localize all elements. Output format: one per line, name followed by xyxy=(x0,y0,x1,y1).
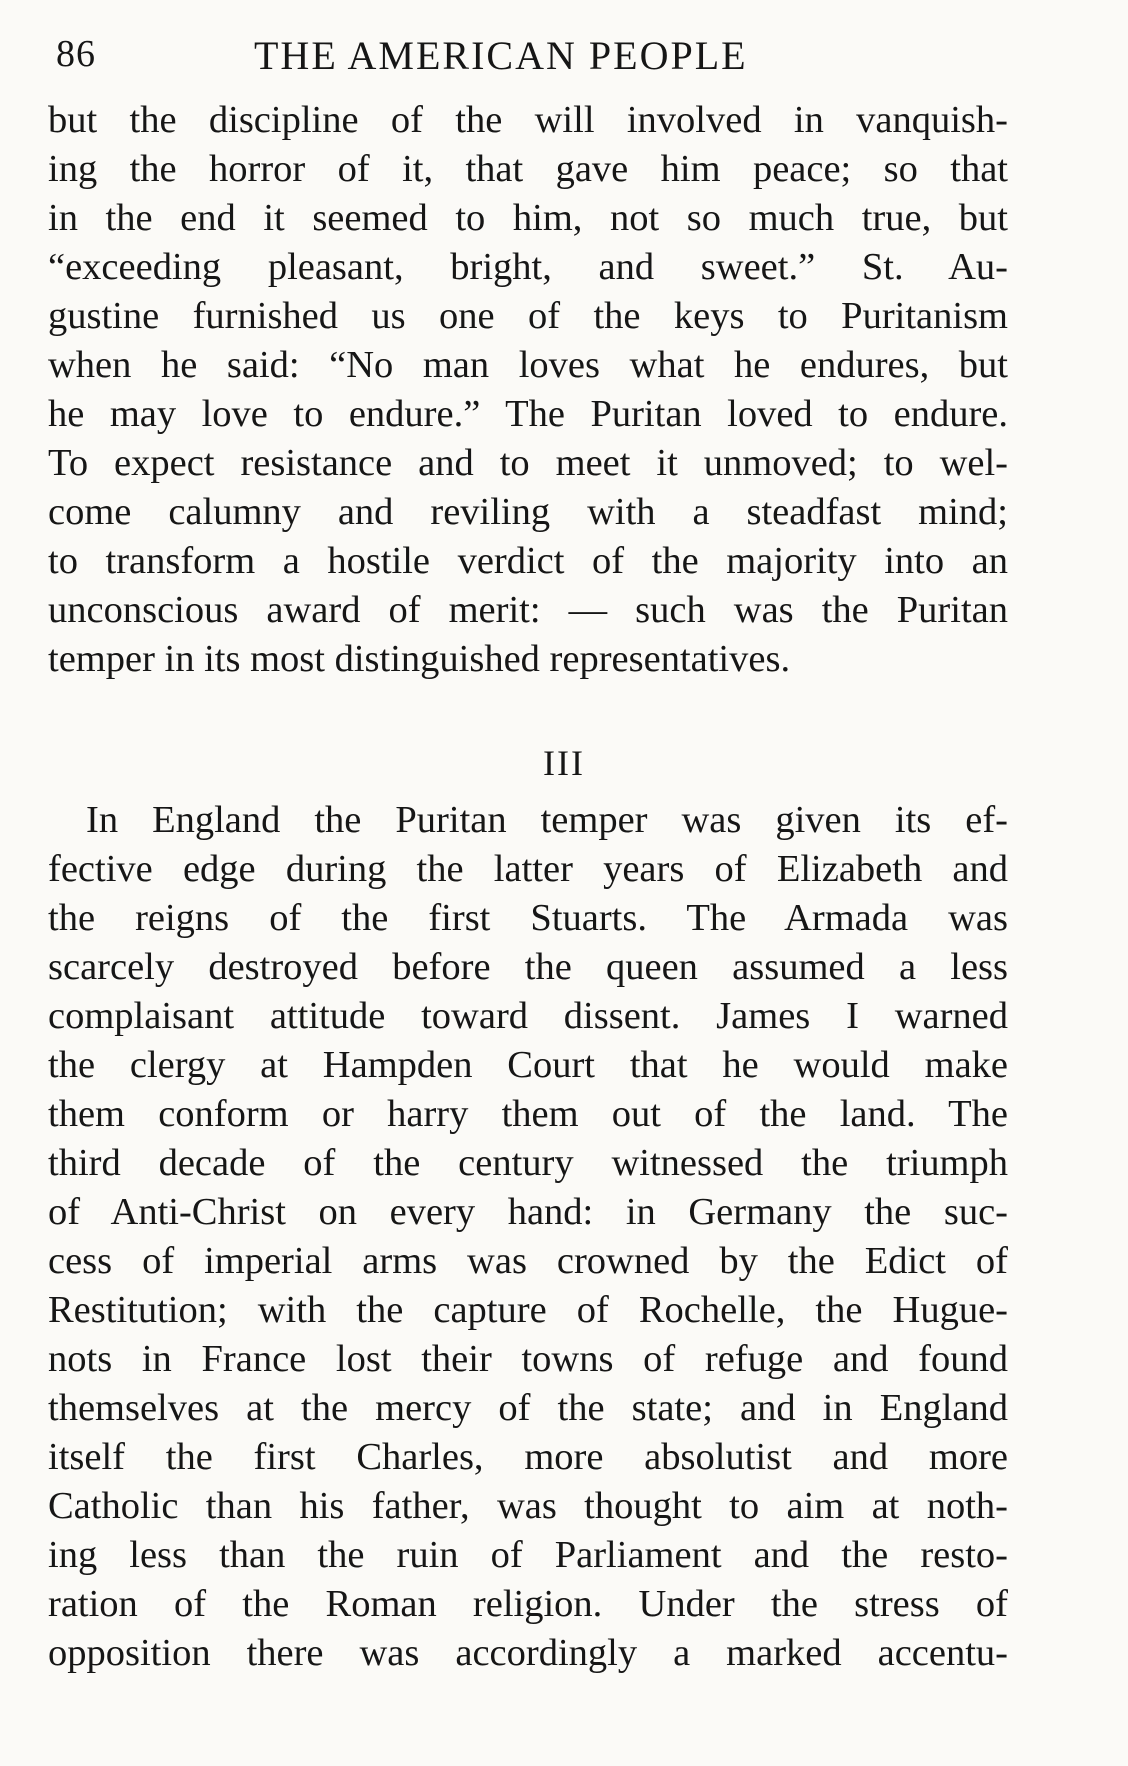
page-header xyxy=(56,28,1056,88)
text-line: themselves at the mercy of the state; and in England xyxy=(48,1387,1008,1429)
text-line: come calumny and reviling with a steadfast mind; xyxy=(48,491,1008,533)
text-line: to transform a hostile verdict of the majority into an xyxy=(48,540,1008,582)
text-line: itself the first Charles, more absolutist and more xyxy=(48,1436,1008,1478)
paragraph-continued xyxy=(48,96,1008,684)
running-head: THE AMERICAN PEOPLE xyxy=(254,33,748,78)
text-line: he may love to endure.” The Puritan loved to endure. xyxy=(48,393,1008,435)
text-line: ing the horror of it, that gave him peace; so that xyxy=(48,148,1008,190)
text-line: the reigns of the first Stuarts. The Armada was xyxy=(48,897,1008,939)
text-line: unconscious award of merit: — such was the Puritan xyxy=(48,589,1008,631)
text-line: them conform or harry them out of the land. The xyxy=(48,1093,1008,1135)
text-line: ing less than the ruin of Parliament and the resto- xyxy=(48,1534,1008,1576)
text-line: scarcely destroyed before the queen assumed a less xyxy=(48,946,1008,988)
text-line: of Anti-Christ on every hand: in Germany the suc- xyxy=(48,1191,1008,1233)
text-line: Catholic than his father, was thought to aim at noth- xyxy=(48,1485,1008,1527)
text-line: temper in its most distinguished representatives. xyxy=(48,638,791,680)
text-line: in the end it seemed to him, not so much true, but xyxy=(48,197,1008,239)
text-line: In England the Puritan temper was given its ef- xyxy=(86,799,1008,841)
page-number: 86 xyxy=(56,33,96,75)
section-heading: III xyxy=(543,743,585,783)
text-line: nots in France lost their towns of refuge and found xyxy=(48,1338,1008,1380)
text-line: third decade of the century witnessed the triumph xyxy=(48,1142,1008,1184)
text-line: “exceeding pleasant, bright, and sweet.” St. Au- xyxy=(48,246,1008,288)
text-line: gustine furnished us one of the keys to Puritanism xyxy=(48,295,1008,337)
text-line: complaisant attitude toward dissent. James I warned xyxy=(48,995,1008,1037)
text-line: when he said: “No man loves what he endures, but xyxy=(48,344,1008,386)
text-line: ration of the Roman religion. Under the stress of xyxy=(48,1583,1008,1625)
text-line: fective edge during the latter years of Elizabeth and xyxy=(48,848,1008,890)
text-line: To expect resistance and to meet it unmoved; to wel- xyxy=(48,442,1008,484)
text-line: opposition there was accordingly a marked accentu- xyxy=(48,1632,1008,1674)
text-line: Restitution; with the capture of Rochelle, the Hugue- xyxy=(48,1289,1008,1331)
paragraph-section-iii xyxy=(48,796,1008,1678)
text-line: the clergy at Hampden Court that he would make xyxy=(48,1044,1008,1086)
text-line: but the discipline of the will involved in vanquish- xyxy=(48,99,1008,141)
text-line: cess of imperial arms was crowned by the Edict of xyxy=(48,1240,1008,1282)
